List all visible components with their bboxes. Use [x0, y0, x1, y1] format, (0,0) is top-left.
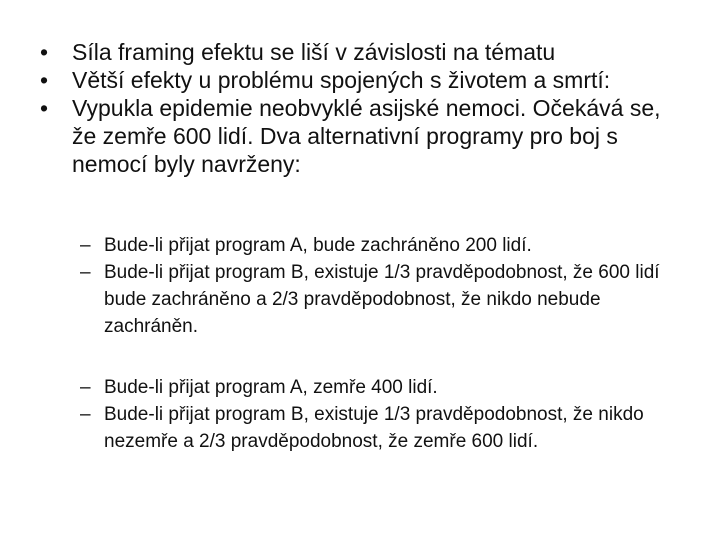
bullet-item — [36, 38, 676, 66]
bullet-text: Větší efekty u problému spojených s životem a smrtí: — [72, 67, 611, 93]
sub-bullet-item — [80, 401, 680, 455]
bullet-marker: • — [40, 67, 49, 93]
dash-marker: – — [80, 262, 91, 283]
sub-bullet-item — [80, 259, 680, 340]
bullet-item — [36, 66, 676, 94]
bullet-marker: • — [40, 39, 49, 65]
bullet-text: Vypukla epidemie neobvyklé asijské nemoci. Očekává se, že zemře 600 lidí. Dva alternativní programy pro boj s nemocí byly navrženy: — [72, 95, 661, 177]
bullet-marker: • — [40, 95, 49, 121]
dash-marker: – — [80, 404, 91, 425]
sub-bullet-text: Bude-li přijat program B, existuje 1/3 pravděpodobnost, že nikdo nezemře a 2/3 pravděpodobnost, že zemře 600 lidí. — [104, 404, 644, 452]
sub-bullet-text: Bude-li přijat program A, bude zachráněno 200 lidí. — [104, 235, 532, 256]
loss-frame-list — [80, 374, 680, 455]
sub-bullet-text: Bude-li přijat program A, zemře 400 lidí. — [104, 377, 438, 398]
sub-bullet-item — [80, 374, 680, 401]
gain-frame-list — [80, 232, 680, 340]
sub-bullet-item — [80, 232, 680, 259]
sub-bullet-text: Bude-li přijat program B, existuje 1/3 pravděpodobnost, že 600 lidí bude zachráněno a 2/3 pravděpodobnost, že nikdo nebude zachráněn. — [104, 262, 660, 337]
bullet-text: Síla framing efektu se liší v závislosti na tématu — [72, 39, 556, 65]
dash-marker: – — [80, 377, 91, 398]
bullet-item — [36, 94, 676, 178]
main-bullet-list — [36, 38, 676, 178]
dash-marker: – — [80, 235, 91, 256]
